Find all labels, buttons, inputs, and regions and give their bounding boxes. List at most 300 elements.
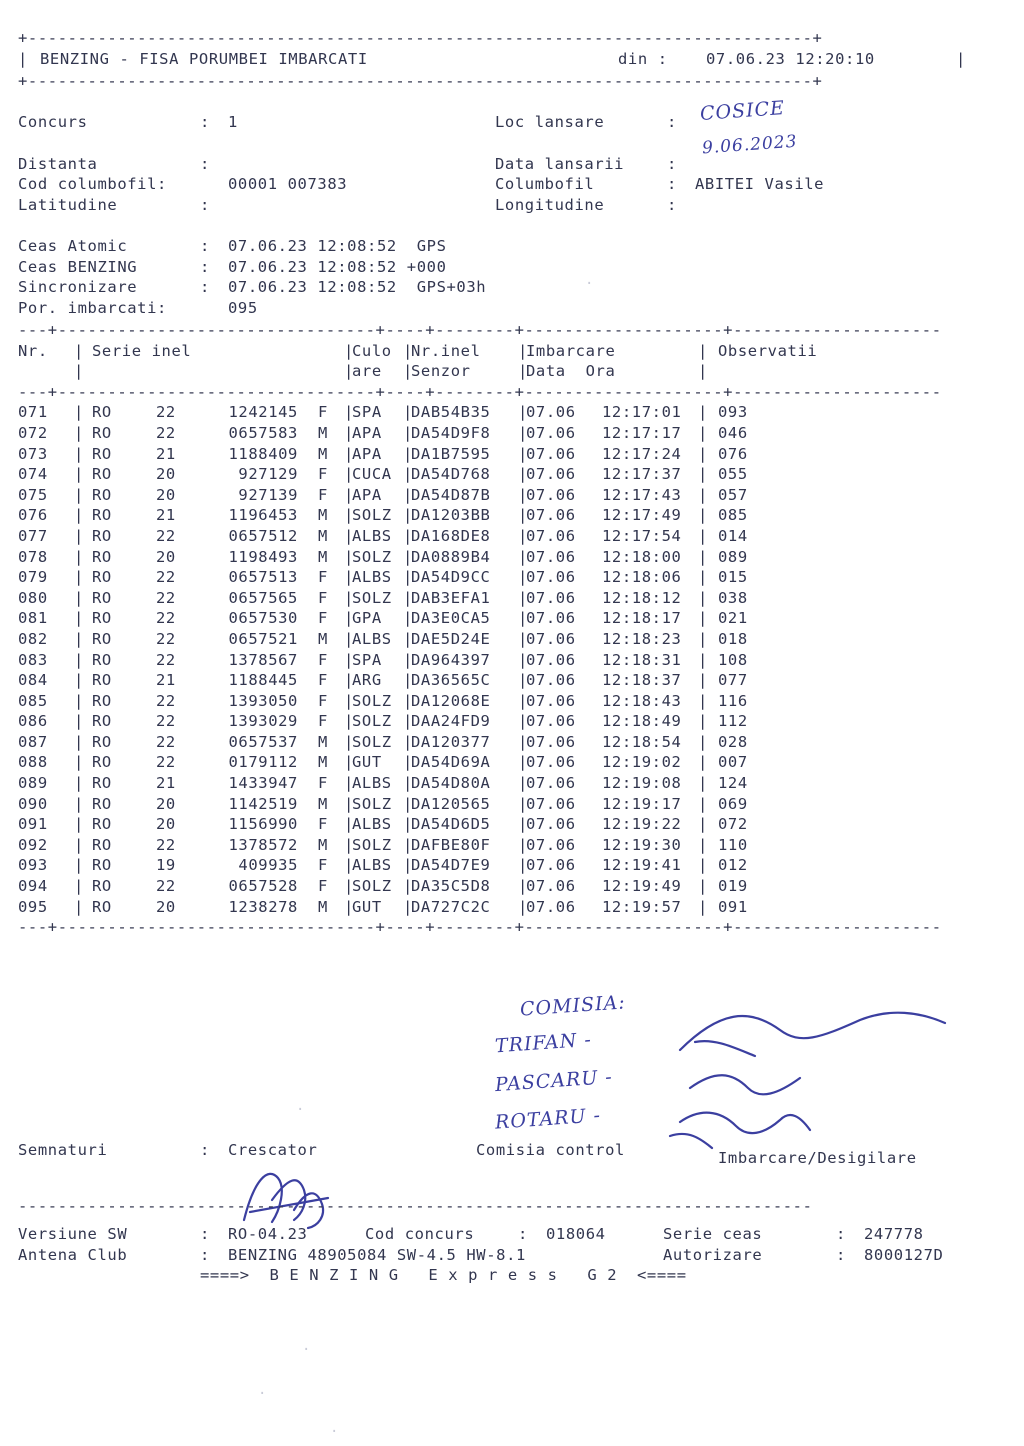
table-cell-separator: | (698, 877, 708, 896)
table-cell-tara: RO (92, 877, 112, 896)
table-cell-tara: RO (92, 753, 112, 772)
table-cell-culoare: SOLZ (352, 835, 392, 854)
table-cell-obs: 112 (718, 712, 748, 731)
table-cell-separator: | (74, 753, 84, 772)
table-cell-serie: 1393050 (228, 691, 298, 710)
table-row (18, 402, 942, 423)
table-cell-sex: F (318, 671, 328, 690)
versiune-sw-value: RO-04.23 (228, 1225, 308, 1243)
table-row (18, 732, 942, 753)
table-cell-separator: | (518, 897, 528, 916)
table-cell-separator: | (698, 568, 708, 587)
table-cell-an: 20 (156, 897, 176, 916)
table-cell-tara: RO (92, 671, 112, 690)
table-cell-separator: | (698, 774, 708, 793)
th2-sep-2: | (344, 362, 354, 381)
table-cell-culoare: GUT (352, 753, 382, 772)
table-cell-serie: 0657528 (228, 877, 298, 896)
versiune-sw-sep: : (200, 1225, 210, 1243)
header-top-rule: +-------------------------------------------------------------------------------+ (18, 29, 823, 47)
table-cell-an: 20 (156, 815, 176, 834)
table-cell-separator: | (518, 588, 528, 607)
table-cell-separator: | (403, 423, 413, 442)
antena-club-sep: : (200, 1245, 210, 1264)
table-cell-separator: | (344, 526, 354, 545)
table-row (18, 505, 942, 526)
table-cell-separator: | (518, 753, 528, 772)
table-cell-separator: | (698, 609, 708, 628)
table-cell-tara: RO (92, 794, 112, 813)
table-cell-separator: | (403, 629, 413, 648)
table-cell-separator: | (518, 485, 528, 504)
table-cell-tara: RO (92, 712, 112, 731)
table-cell-obs: 021 (718, 609, 748, 628)
table-cell-ora: 12:18:54 (602, 732, 682, 751)
table-cell-separator: | (344, 423, 354, 442)
table-cell-separator: | (518, 877, 528, 896)
table-cell-separator: | (698, 691, 708, 710)
table-cell-obs: 085 (718, 506, 748, 525)
table-row (18, 897, 942, 918)
th-sep-3: | (403, 341, 413, 360)
page-title: BENZING - FISA PORUMBEI IMBARCATI (40, 49, 368, 68)
th-sep-4: | (518, 341, 528, 360)
table-cell-separator: | (74, 609, 84, 628)
serie-ceas-value: 247778 (864, 1225, 924, 1243)
th2-sep-4: | (518, 362, 528, 381)
table-cell-serie: 1198493 (228, 547, 298, 566)
table-cell-senzor: DAFBE80F (411, 835, 491, 854)
table-cell-an: 21 (156, 506, 176, 525)
table-cell-separator: | (698, 588, 708, 607)
table-cell-sex: M (318, 794, 328, 813)
table-cell-senzor: DAB54B35 (411, 403, 491, 422)
table-cell-obs: 038 (718, 588, 748, 607)
table-cell-data: 07.06 (526, 856, 576, 875)
table-cell-senzor: DAB3EFA1 (411, 588, 491, 607)
table-cell-sex: M (318, 526, 328, 545)
table-cell-sex: F (318, 568, 328, 587)
table-cell-an: 22 (156, 691, 176, 710)
semnatura-crescator: Crescator (228, 1141, 318, 1159)
table-cell-nr: 090 (18, 794, 48, 813)
table-cell-separator: | (518, 547, 528, 566)
table-cell-separator: | (344, 877, 354, 896)
table-cell-an: 20 (156, 465, 176, 484)
header-left-border: | (18, 49, 28, 68)
table-cell-tara: RO (92, 485, 112, 504)
table-cell-nr: 086 (18, 712, 48, 731)
table-cell-senzor: DA36565C (411, 671, 491, 690)
latitudine-sep: : (200, 195, 210, 214)
table-cell-data: 07.06 (526, 815, 576, 834)
header-bottom-rule: +-------------------------------------------------------------------------------+ (18, 71, 823, 90)
table-cell-serie: 1238278 (228, 897, 298, 916)
table-cell-data: 07.06 (526, 465, 576, 484)
columbofil-sep: : (667, 175, 677, 194)
din-label: din : (618, 49, 668, 68)
table-row (18, 650, 942, 671)
table-row (18, 835, 942, 856)
table-cell-culoare: ALBS (352, 526, 392, 545)
table-row (18, 464, 942, 485)
table-cell-serie: 1378572 (228, 835, 298, 854)
table-cell-separator: | (518, 691, 528, 710)
th-sep-5: | (698, 341, 708, 360)
table-cell-separator: | (403, 753, 413, 772)
table-cell-nr: 073 (18, 444, 48, 463)
table-cell-sex: M (318, 423, 328, 442)
table-cell-obs: 046 (718, 423, 748, 442)
table-cell-separator: | (518, 712, 528, 731)
scan-speckle-3: . (302, 1338, 311, 1354)
table-cell-serie: 1156990 (228, 815, 298, 834)
table-cell-an: 20 (156, 547, 176, 566)
table-cell-culoare: SPA (352, 403, 382, 422)
table-cell-separator: | (74, 547, 84, 566)
serie-ceas-label: Serie ceas (663, 1225, 763, 1243)
table-cell-obs: 091 (718, 897, 748, 916)
por-imbarcati-label: Por. imbarcati: (18, 298, 167, 317)
table-cell-obs: 077 (718, 671, 748, 690)
table-cell-culoare: SOLZ (352, 794, 392, 813)
table-row (18, 547, 942, 568)
ceas-atomic-label: Ceas Atomic (18, 237, 128, 255)
table-cell-nr: 076 (18, 506, 48, 525)
sincronizare-label: Sincronizare (18, 278, 138, 297)
table-cell-separator: | (403, 732, 413, 751)
table-cell-nr: 083 (18, 650, 48, 669)
table-cell-separator: | (403, 568, 413, 587)
table-cell-separator: | (74, 712, 84, 731)
table-cell-separator: | (403, 485, 413, 504)
handwritten-pascaru: PASCARU - (494, 1065, 614, 1097)
table-cell-obs: 124 (718, 774, 748, 793)
table-cell-obs: 072 (718, 815, 748, 834)
table-cell-separator: | (344, 671, 354, 690)
table-cell-an: 22 (156, 423, 176, 442)
table-cell-sex: M (318, 629, 328, 648)
table-cell-sex: F (318, 609, 328, 628)
table-cell-tara: RO (92, 465, 112, 484)
table-cell-data: 07.06 (526, 568, 576, 587)
table-cell-data: 07.06 (526, 403, 576, 422)
table-cell-data: 07.06 (526, 671, 576, 690)
table-cell-separator: | (74, 815, 84, 834)
table-cell-serie: 409935 (238, 856, 298, 875)
table-cell-tara: RO (92, 506, 112, 525)
table-cell-ora: 12:19:02 (602, 753, 682, 772)
table-cell-ora: 12:17:49 (602, 506, 682, 525)
table-cell-obs: 028 (718, 732, 748, 751)
table-cell-tara: RO (92, 774, 112, 793)
table-cell-separator: | (518, 774, 528, 793)
table-cell-data: 07.06 (526, 506, 576, 525)
table-cell-separator: | (698, 465, 708, 484)
table-cell-sex: F (318, 856, 328, 875)
table-row (18, 711, 942, 732)
table-cell-separator: | (518, 465, 528, 484)
table-cell-an: 20 (156, 794, 176, 813)
table-cell-an: 22 (156, 403, 176, 422)
th-imbarcare: Imbarcare (526, 341, 616, 360)
table-cell-culoare: SOLZ (352, 712, 392, 731)
table-cell-data: 07.06 (526, 485, 576, 504)
handwritten-loc-lansare: COSICE (699, 97, 786, 125)
table-cell-data: 07.06 (526, 877, 576, 896)
scan-speckle-1: . (585, 272, 594, 288)
data-lansarii-label: Data lansarii (495, 154, 625, 173)
table-cell-senzor: DA12068E (411, 691, 491, 710)
table-cell-serie: 0657583 (228, 423, 298, 442)
ceas-atomic-value: 07.06.23 12:08:52 GPS (228, 237, 447, 255)
table-cell-nr: 071 (18, 403, 48, 422)
semnatura-comisia-control: Comisia control (476, 1141, 625, 1159)
table-cell-culoare: SOLZ (352, 877, 392, 896)
table-cell-obs: 108 (718, 650, 748, 669)
table-cell-separator: | (698, 835, 708, 854)
table-cell-sex: M (318, 444, 328, 463)
table-cell-data: 07.06 (526, 794, 576, 813)
table-cell-separator: | (518, 732, 528, 751)
table-cell-an: 22 (156, 629, 176, 648)
table-cell-separator: | (518, 835, 528, 854)
table-cell-separator: | (74, 691, 84, 710)
table-cell-culoare: ALBS (352, 568, 392, 587)
handwritten-comisia-title: COMISIA: (519, 991, 627, 1021)
sincronizare-value: 07.06.23 12:08:52 GPS+03h (228, 278, 487, 297)
table-cell-separator: | (403, 774, 413, 793)
table-cell-separator: | (403, 609, 413, 628)
table-cell-separator: | (698, 712, 708, 731)
concurs-sep: : (200, 113, 210, 131)
table-cell-separator: | (518, 444, 528, 463)
table-cell-nr: 072 (18, 423, 48, 442)
table-cell-tara: RO (92, 815, 112, 834)
table-cell-separator: | (344, 774, 354, 793)
serie-ceas-sep: : (836, 1225, 846, 1243)
table-cell-separator: | (344, 465, 354, 484)
data-lansarii-sep: : (667, 154, 677, 173)
table-cell-serie: 1188409 (228, 444, 298, 463)
table-cell-ora: 12:19:49 (602, 877, 682, 896)
cod-columbofil-value: 00001 007383 (228, 175, 348, 194)
table-row (18, 444, 942, 465)
table-cell-separator: | (74, 650, 84, 669)
table-cell-separator: | (518, 609, 528, 628)
table-cell-separator: | (344, 732, 354, 751)
table-cell-separator: | (403, 835, 413, 854)
table-cell-obs: 110 (718, 835, 748, 854)
table-cell-an: 20 (156, 485, 176, 504)
table-cell-separator: | (403, 794, 413, 813)
table-cell-culoare: CUCA (352, 465, 392, 484)
th-senzor-part2: Senzor (411, 362, 471, 381)
table-rule-top: ---+--------------------------------+----+--------+--------------------+--------------------- (18, 321, 942, 339)
table-cell-separator: | (698, 815, 708, 834)
table-cell-an: 21 (156, 774, 176, 793)
table-cell-ora: 12:18:31 (602, 650, 682, 669)
table-cell-culoare: SOLZ (352, 547, 392, 566)
table-cell-tara: RO (92, 897, 112, 916)
table-cell-serie: 1433947 (228, 774, 298, 793)
signature-scribble-comisia (660, 990, 960, 1170)
table-cell-tara: RO (92, 423, 112, 442)
table-cell-separator: | (344, 629, 354, 648)
table-cell-data: 07.06 (526, 609, 576, 628)
table-cell-ora: 12:17:37 (602, 465, 682, 484)
table-cell-senzor: DA35C5D8 (411, 877, 491, 896)
table-cell-separator: | (403, 588, 413, 607)
table-cell-nr: 077 (18, 526, 48, 545)
table-cell-senzor: DA1203BB (411, 506, 491, 525)
table-cell-sex: F (318, 650, 328, 669)
ceas-benzing-label: Ceas BENZING (18, 257, 138, 276)
por-imbarcati-value: 095 (228, 298, 258, 317)
th-serie-inel: Serie inel (92, 341, 192, 360)
table-cell-sex: F (318, 465, 328, 484)
table-cell-senzor: DA54D87B (411, 485, 491, 504)
table-cell-ora: 12:18:43 (602, 691, 682, 710)
table-cell-senzor: DAA24FD9 (411, 712, 491, 731)
table-cell-culoare: SOLZ (352, 506, 392, 525)
table-cell-senzor: DA964397 (411, 650, 491, 669)
table-cell-separator: | (518, 423, 528, 442)
table-cell-separator: | (344, 794, 354, 813)
table-cell-obs: 019 (718, 877, 748, 896)
table-cell-separator: | (74, 526, 84, 545)
table-cell-separator: | (403, 815, 413, 834)
table-cell-separator: | (403, 712, 413, 731)
th-senzor-part1: Nr.inel (411, 341, 481, 360)
table-cell-separator: | (344, 403, 354, 422)
table-cell-separator: | (698, 732, 708, 751)
scan-speckle-4: . (258, 1382, 267, 1398)
table-cell-obs: 089 (718, 547, 748, 566)
table-cell-data: 07.06 (526, 650, 576, 669)
table-cell-an: 22 (156, 732, 176, 751)
table-cell-serie: 1142519 (228, 794, 298, 813)
table-cell-senzor: DA0889B4 (411, 547, 491, 566)
table-cell-ora: 12:18:00 (602, 547, 682, 566)
table-cell-tara: RO (92, 588, 112, 607)
table-cell-nr: 088 (18, 753, 48, 772)
th-culoare-part1: Culo (352, 341, 392, 360)
table-cell-separator: | (74, 732, 84, 751)
handwritten-rotaru: ROTARU - (494, 1104, 602, 1134)
table-cell-sex: F (318, 588, 328, 607)
table-cell-data: 07.06 (526, 897, 576, 916)
table-cell-separator: | (74, 671, 84, 690)
autorizare-value: 8000127D (864, 1245, 944, 1264)
concurs-value: 1 (228, 113, 238, 131)
table-cell-separator: | (403, 650, 413, 669)
table-cell-culoare: APA (352, 423, 382, 442)
table-cell-an: 22 (156, 877, 176, 896)
table-row (18, 691, 942, 712)
scan-speckle-5: . (330, 1420, 339, 1436)
table-cell-serie: 1378567 (228, 650, 298, 669)
table-cell-culoare: APA (352, 444, 382, 463)
ceas-benzing-sep: : (200, 257, 210, 276)
table-cell-separator: | (698, 547, 708, 566)
table-cell-tara: RO (92, 444, 112, 463)
table-cell-tara: RO (92, 650, 112, 669)
table-cell-separator: | (74, 774, 84, 793)
table-cell-ora: 12:18:49 (602, 712, 682, 731)
table-cell-separator: | (74, 629, 84, 648)
table-cell-separator: | (74, 444, 84, 463)
table-cell-data: 07.06 (526, 732, 576, 751)
table-cell-an: 22 (156, 712, 176, 731)
autorizare-label: Autorizare (663, 1245, 763, 1264)
table-cell-obs: 018 (718, 629, 748, 648)
table-cell-separator: | (344, 691, 354, 710)
table-cell-an: 22 (156, 526, 176, 545)
table-cell-separator: | (344, 897, 354, 916)
table-row (18, 485, 942, 506)
table-cell-serie: 0657530 (228, 609, 298, 628)
table-cell-separator: | (74, 423, 84, 442)
table-cell-data: 07.06 (526, 629, 576, 648)
table-cell-serie: 0179112 (228, 753, 298, 772)
table-row (18, 752, 942, 773)
report-header (18, 28, 970, 91)
table-cell-ora: 12:19:30 (602, 835, 682, 854)
table-cell-data: 07.06 (526, 691, 576, 710)
th2-sep-3: | (403, 362, 413, 381)
table-cell-ora: 12:18:06 (602, 568, 682, 587)
columbofil-label: Columbofil (495, 175, 595, 194)
table-cell-obs: 093 (718, 403, 748, 422)
table-cell-ora: 12:17:54 (602, 526, 682, 545)
table-cell-sex: F (318, 877, 328, 896)
table-row (18, 629, 942, 650)
concurs-label: Concurs (18, 113, 88, 131)
table-cell-ora: 12:18:23 (602, 629, 682, 648)
table-cell-nr: 089 (18, 774, 48, 793)
table-cell-separator: | (74, 485, 84, 504)
table-cell-separator: | (344, 835, 354, 854)
table-cell-sex: F (318, 403, 328, 422)
table-cell-ora: 12:18:17 (602, 609, 682, 628)
table-cell-ora: 12:18:12 (602, 588, 682, 607)
table-cell-separator: | (74, 588, 84, 607)
table-cell-an: 19 (156, 856, 176, 875)
th-sep-1: | (74, 341, 84, 360)
table-cell-tara: RO (92, 835, 112, 854)
table-cell-nr: 091 (18, 815, 48, 834)
table-cell-separator: | (74, 794, 84, 813)
table-cell-separator: | (698, 629, 708, 648)
table-header-row-1 (18, 341, 942, 362)
table-cell-separator: | (344, 506, 354, 525)
table-cell-separator: | (518, 650, 528, 669)
table-cell-separator: | (403, 526, 413, 545)
table-cell-tara: RO (92, 547, 112, 566)
distanta-label: Distanta (18, 154, 98, 173)
table-cell-obs: 116 (718, 691, 748, 710)
cod-concurs-value: 018064 (546, 1225, 606, 1243)
table-cell-tara: RO (92, 526, 112, 545)
ceas-benzing-value: 07.06.23 12:08:52 +000 (228, 257, 447, 276)
din-value: 07.06.23 12:20:10 (706, 49, 875, 68)
table-cell-culoare: ALBS (352, 629, 392, 648)
table-cell-tara: RO (92, 629, 112, 648)
th-data-ora: Data Ora (526, 362, 616, 381)
table-cell-obs: 076 (718, 444, 748, 463)
table-row (18, 773, 942, 794)
